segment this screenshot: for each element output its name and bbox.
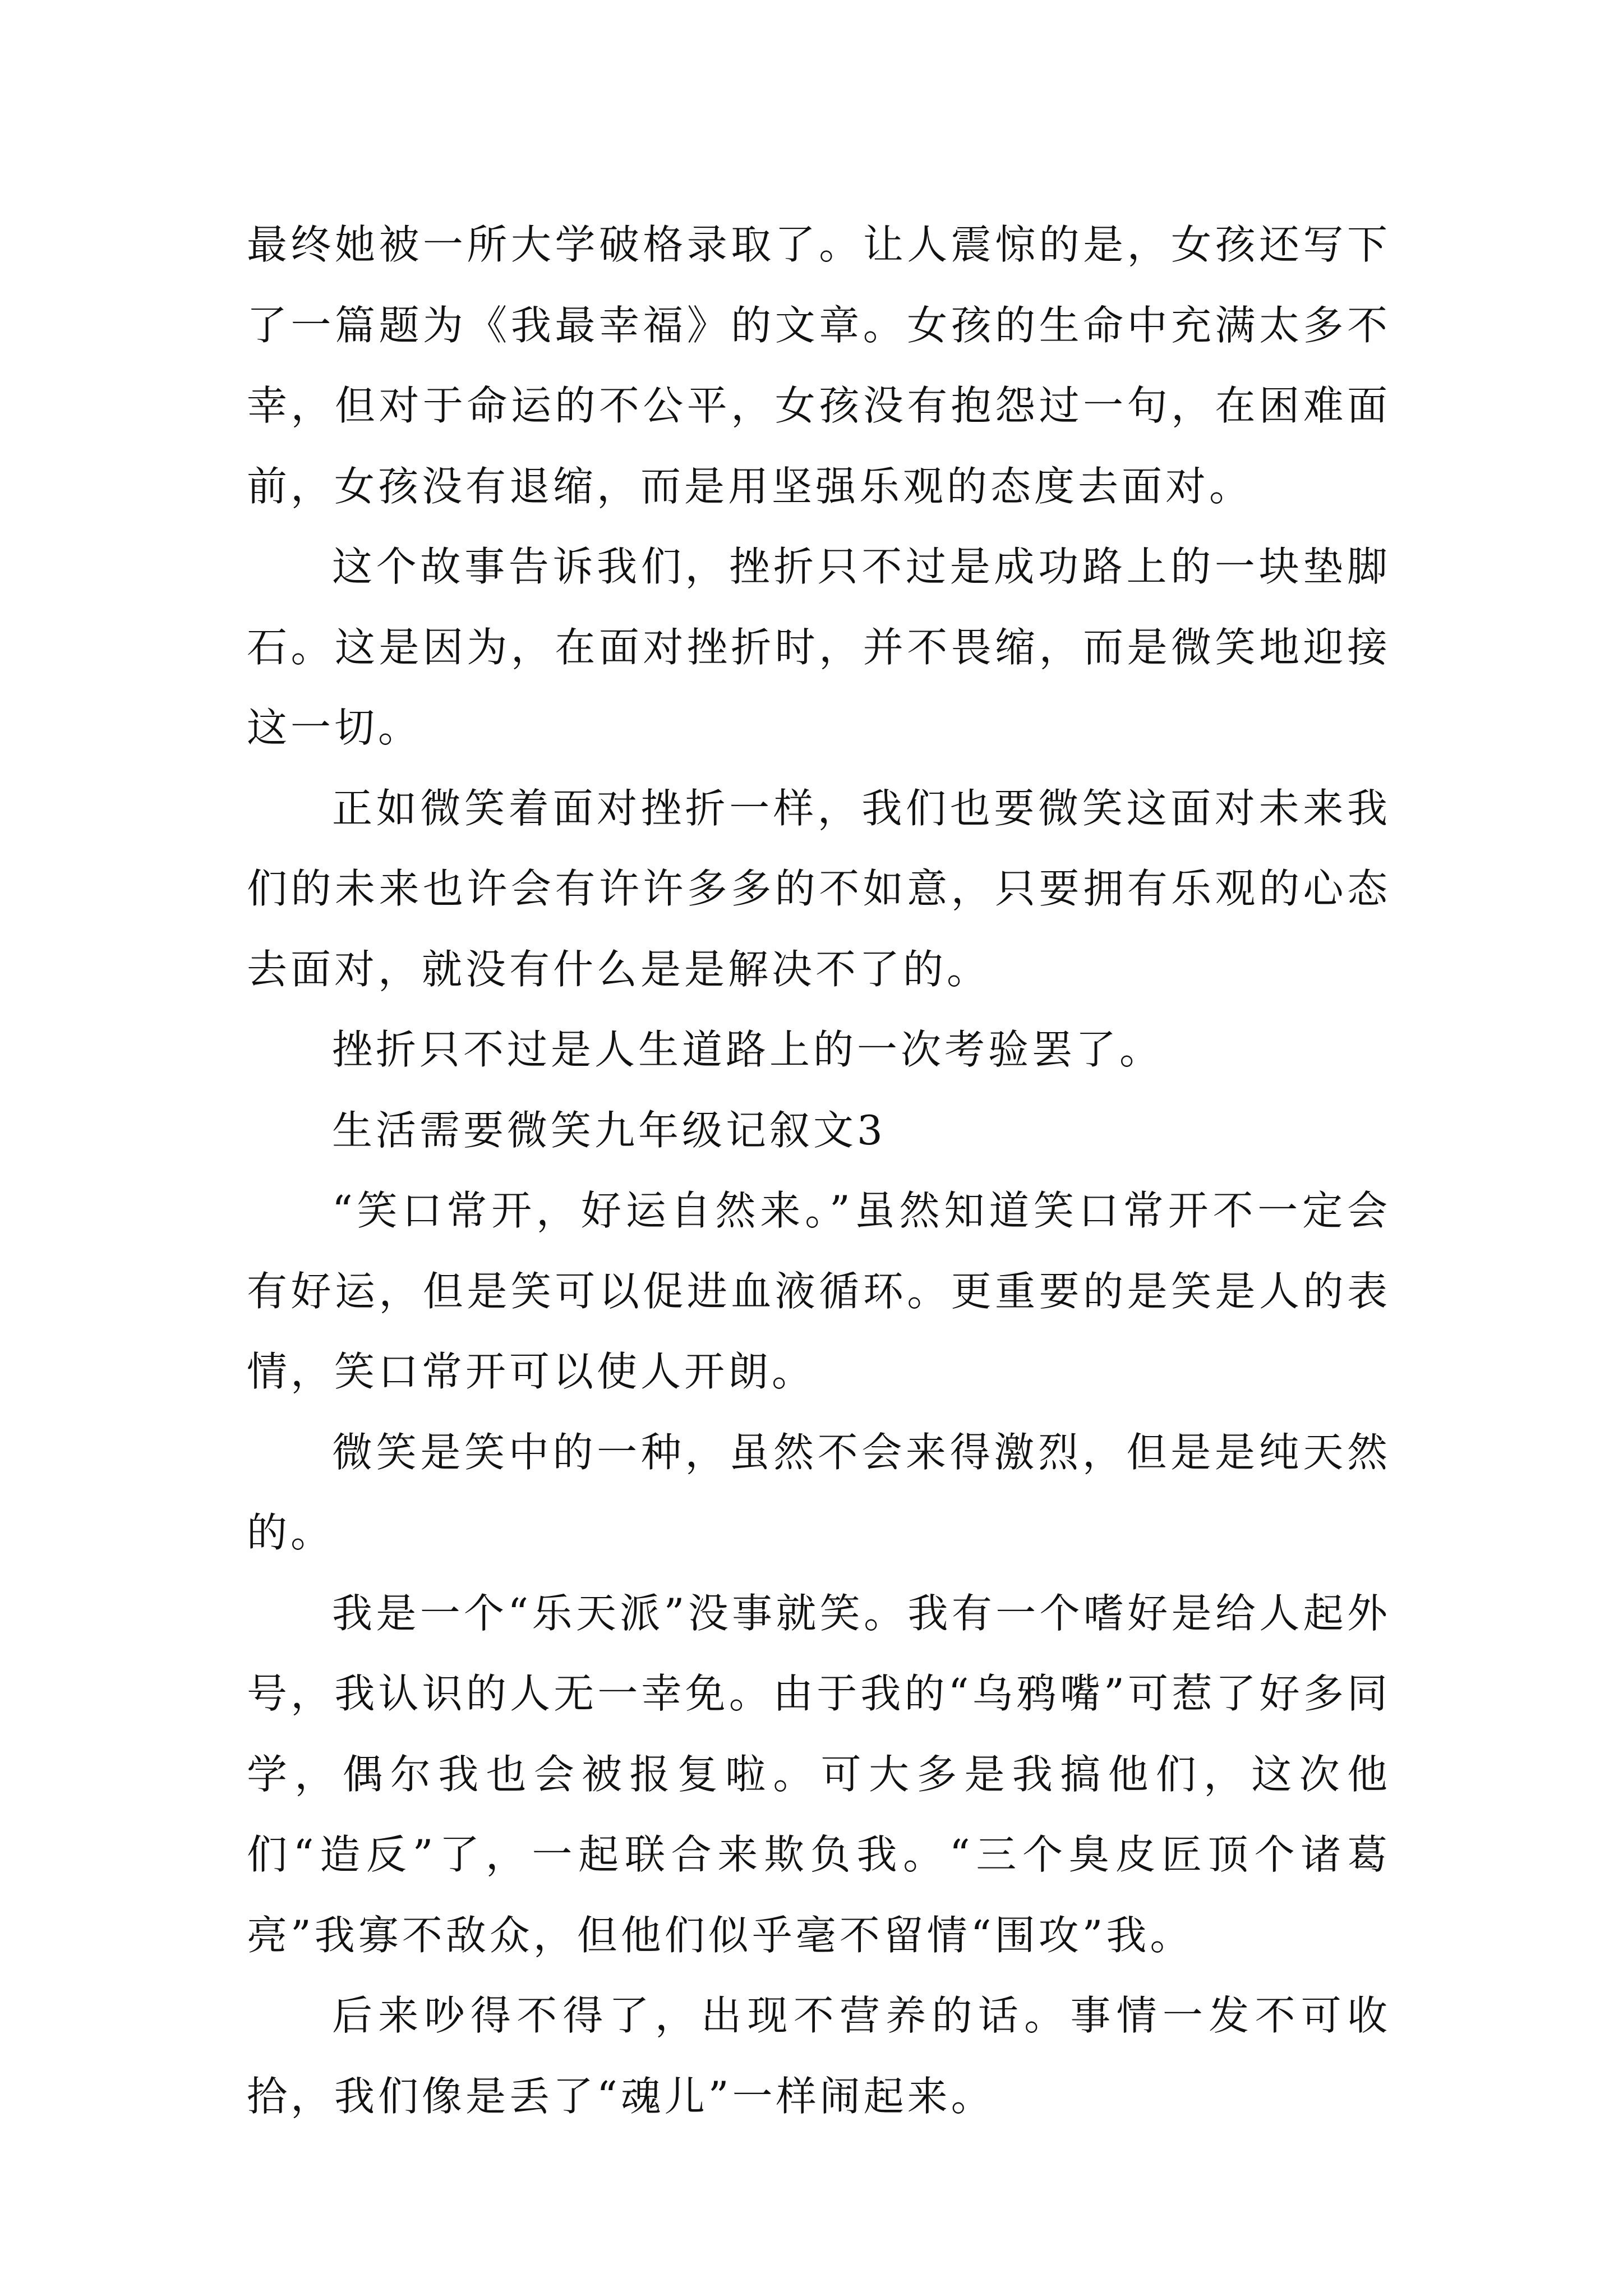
paragraph: 这个故事告诉我们，挫折只不过是成功路上的一块垫脚石。这是因为，在面对挫折时，并不畏缩，而是微笑地迎接这一切。 <box>247 543 1391 751</box>
paragraph: 最终她被一所大学破格录取了。让人震惊的是，女孩还写下了一篇题为《我最幸福》的文章。女孩的生命中充满太多不幸，但对于命运的不公平，女孩没有抱怨过一句，在困难面前，女孩没有退缩，而是用坚强乐观的态度去面对。 <box>247 221 1391 510</box>
paragraph: 微笑是笑中的一种，虽然不会来得激烈，但是是纯天然的。 <box>247 1428 1391 1556</box>
paragraph: 正如微笑着面对挫折一样，我们也要微笑这面对未来我们的未来也许会有许许多多的不如意，只要拥有乐观的心态去面对，就没有什么是是解决不了的。 <box>247 784 1391 993</box>
paragraph: 我是一个“乐天派”没事就笑。我有一个嗜好是给人起外号，我认识的人无一幸免。由于我的“乌鸦嘴”可惹了好多同学，偶尔我也会被报复啦。可大多是我搞他们，这次他们“造反”了，一起联合来欺负我。“三个臭皮匠顶个诸葛亮”我寡不敌众，但他们似乎毫不留情“围攻”我。 <box>247 1589 1391 1959</box>
document-body <box>247 205 1391 2137</box>
paragraph: 后来吵得不得了，出现不营养的话。事情一发不可收拾，我们像是丢了“魂儿”一样闹起来。 <box>247 1992 1391 2120</box>
paragraph: 挫折只不过是人生道路上的一次考验罢了。 <box>332 1026 1164 1073</box>
section-heading: 生活需要微笑九年级记叙文3 <box>332 1106 886 1154</box>
paragraph: “笑口常开，好运自然来。”虽然知道笑口常开不一定会有好运，但是笑可以促进血液循环。更重要的是笑是人的表情，笑口常开可以使人开朗。 <box>247 1187 1391 1395</box>
